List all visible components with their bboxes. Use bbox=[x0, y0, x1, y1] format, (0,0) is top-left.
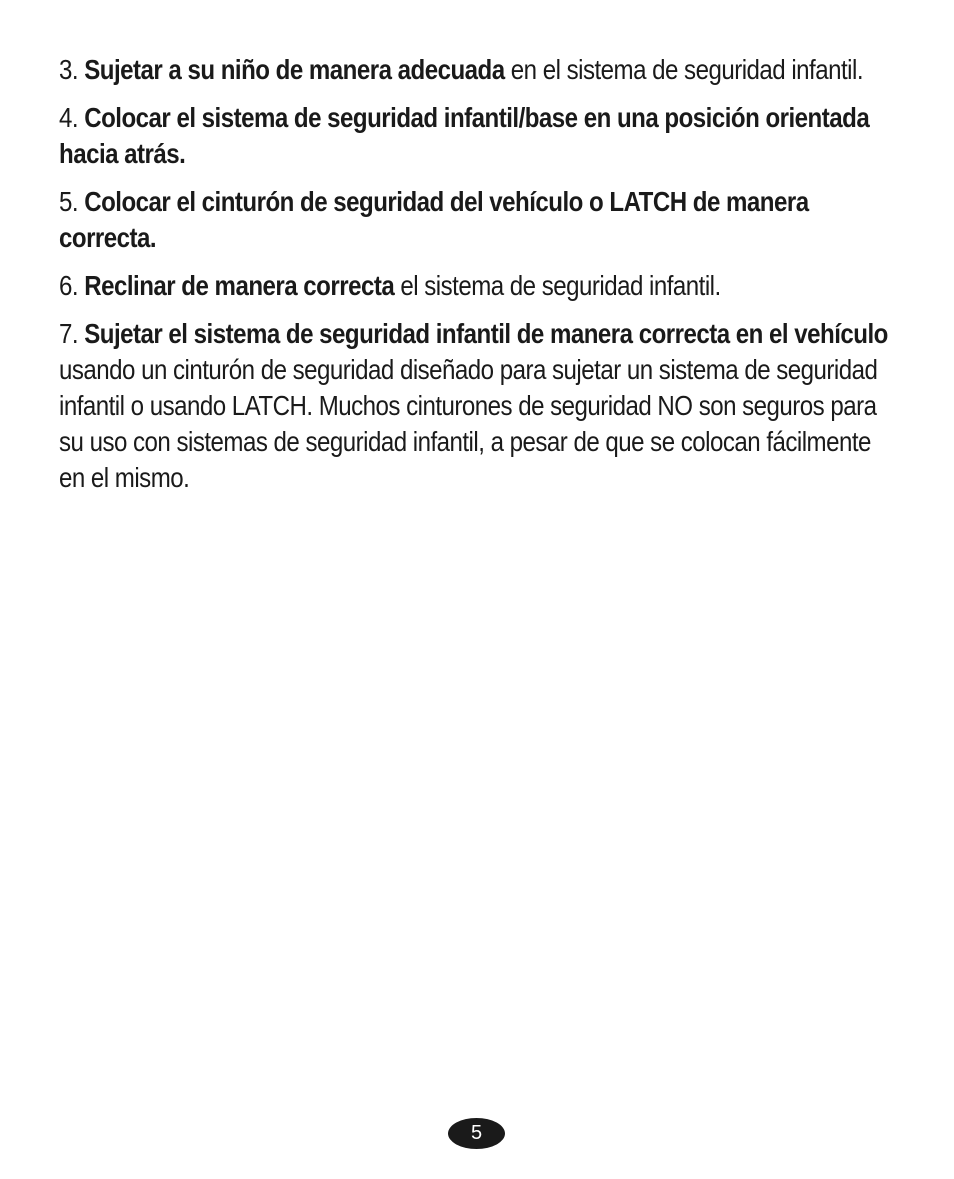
instruction-item-7 bbox=[59, 316, 899, 496]
item-number: 7. bbox=[59, 318, 79, 349]
item-text: en el sistema de seguridad infantil. bbox=[504, 54, 864, 85]
item-number: 6. bbox=[59, 270, 79, 301]
item-text: usando un cinturón de seguridad diseñado para sujetar un sistema de seguridad infantil o usando LATCH. Muchos cinturones de seguridad NO son seguros para su uso con sistemas de seguridad infantil, a pesar de que se colocan fácilmente en el mismo. bbox=[59, 354, 878, 493]
item-bold-text: Sujetar a su niño de manera adecuada bbox=[84, 54, 505, 85]
item-number: 3. bbox=[59, 54, 79, 85]
instruction-list bbox=[59, 52, 899, 508]
item-number: 5. bbox=[59, 186, 79, 217]
item-bold-text: Colocar el sistema de seguridad infantil/base en una posición orientada hacia atrás. bbox=[59, 102, 870, 169]
item-bold-text: Colocar el cinturón de seguridad del vehículo o LATCH de manera correcta. bbox=[59, 186, 809, 253]
item-bold-text: Sujetar el sistema de seguridad infantil de manera correcta en el vehículo bbox=[84, 318, 888, 349]
instruction-item-3 bbox=[59, 52, 899, 88]
instruction-item-6 bbox=[59, 268, 899, 304]
instruction-item-4 bbox=[59, 100, 899, 172]
page-number: 5 bbox=[448, 1118, 505, 1149]
instruction-item-5 bbox=[59, 184, 899, 256]
item-number: 4. bbox=[59, 102, 79, 133]
item-bold-text: Reclinar de manera correcta bbox=[84, 270, 395, 301]
item-text: el sistema de seguridad infantil. bbox=[394, 270, 721, 301]
